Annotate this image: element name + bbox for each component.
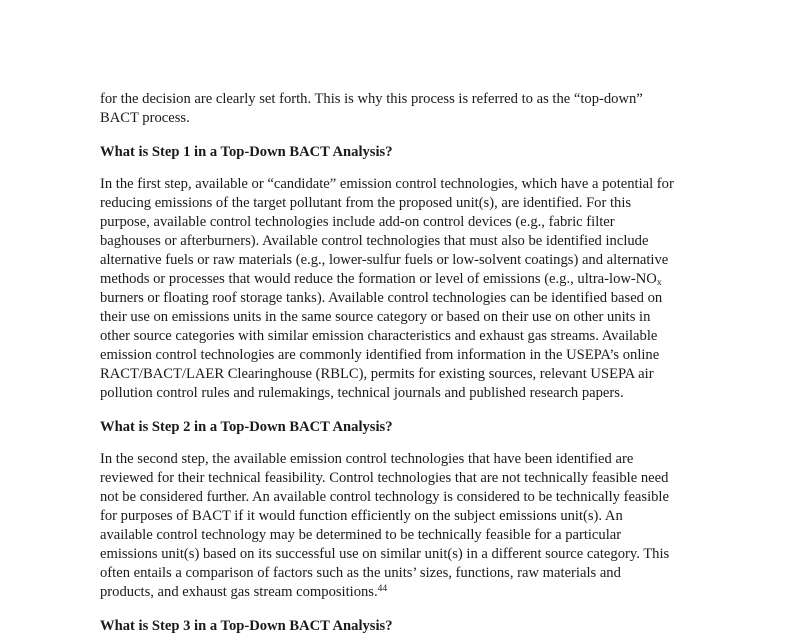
text-line: RACT/BACT/LAER Clearinghouse (RBLC), permits for existing sources, relevant USEPA air [100,366,654,382]
text-segment: products, and exhaust gas stream compositions. [100,584,378,600]
text-line: for purposes of BACT if it would function efficiently on the subject emissions unit(s). An [100,508,623,524]
footnote-reference: 44 [377,584,388,594]
text-line: pollution control rules and rulemakings, technical journals and published research papers. [100,385,624,401]
document-body [100,90,720,636]
text-line: burners or floating roof storage tanks). Available control technologies can be identified based on [100,290,663,306]
nox-subscript: x [656,278,662,288]
text-line: other source categories with similar emission characteristics and exhaust gas streams. Available [100,328,658,344]
text-line: emissions unit(s) based on its successful use on similar unit(s) in a different source category. This [100,546,670,562]
text-line: not be considered further. An available control technology is considered to be technically feasible [100,489,669,505]
text-line: available control technology may be determined to be technically feasible for a particular [100,527,622,543]
text-line: alternative fuels or raw materials (e.g., lower-sulfur fuels or low-solvent coatings) and alternative [100,252,669,268]
text-line: for the decision are clearly set forth. This is why this process is referred to as the “top-down” [100,91,643,107]
text-line: purpose, available control technologies include add-on control devices (e.g., fabric filter [100,214,615,230]
text-line: their use on emissions units in the same source category or based on their use on other units in [100,309,651,325]
step3-heading: What is Step 3 in a Top-Down BACT Analysis? [100,618,393,634]
text-line [100,270,720,289]
text-segment: methods or processes that would reduce the formation or level of emissions (e.g., ultra-low-NO [100,271,657,287]
text-line: In the first step, available or “candidate” emission control technologies, which have a potential for [100,176,674,192]
text-line: baghouses or afterburners). Available control technologies that must also be identified include [100,233,649,249]
text-line: reviewed for their technical feasibility. Control technologies that are not technically feasible need [100,470,669,486]
text-line: emission control technologies are commonly identified from information in the USEPA’s online [100,347,660,363]
intro-paragraph [100,90,720,128]
text-line: BACT process. [100,110,190,126]
text-line [100,583,720,602]
step1-paragraph [100,175,720,403]
step1-heading: What is Step 1 in a Top-Down BACT Analysis? [100,144,393,160]
text-line: reducing emissions of the target pollutant from the proposed unit(s), are identified. For this [100,195,632,211]
step2-heading: What is Step 2 in a Top-Down BACT Analysis? [100,419,393,435]
text-line: often entails a comparison of factors such as the units’ sizes, functions, raw materials and [100,565,621,581]
step2-paragraph [100,450,720,602]
text-line: In the second step, the available emission control technologies that have been identified are [100,451,634,467]
